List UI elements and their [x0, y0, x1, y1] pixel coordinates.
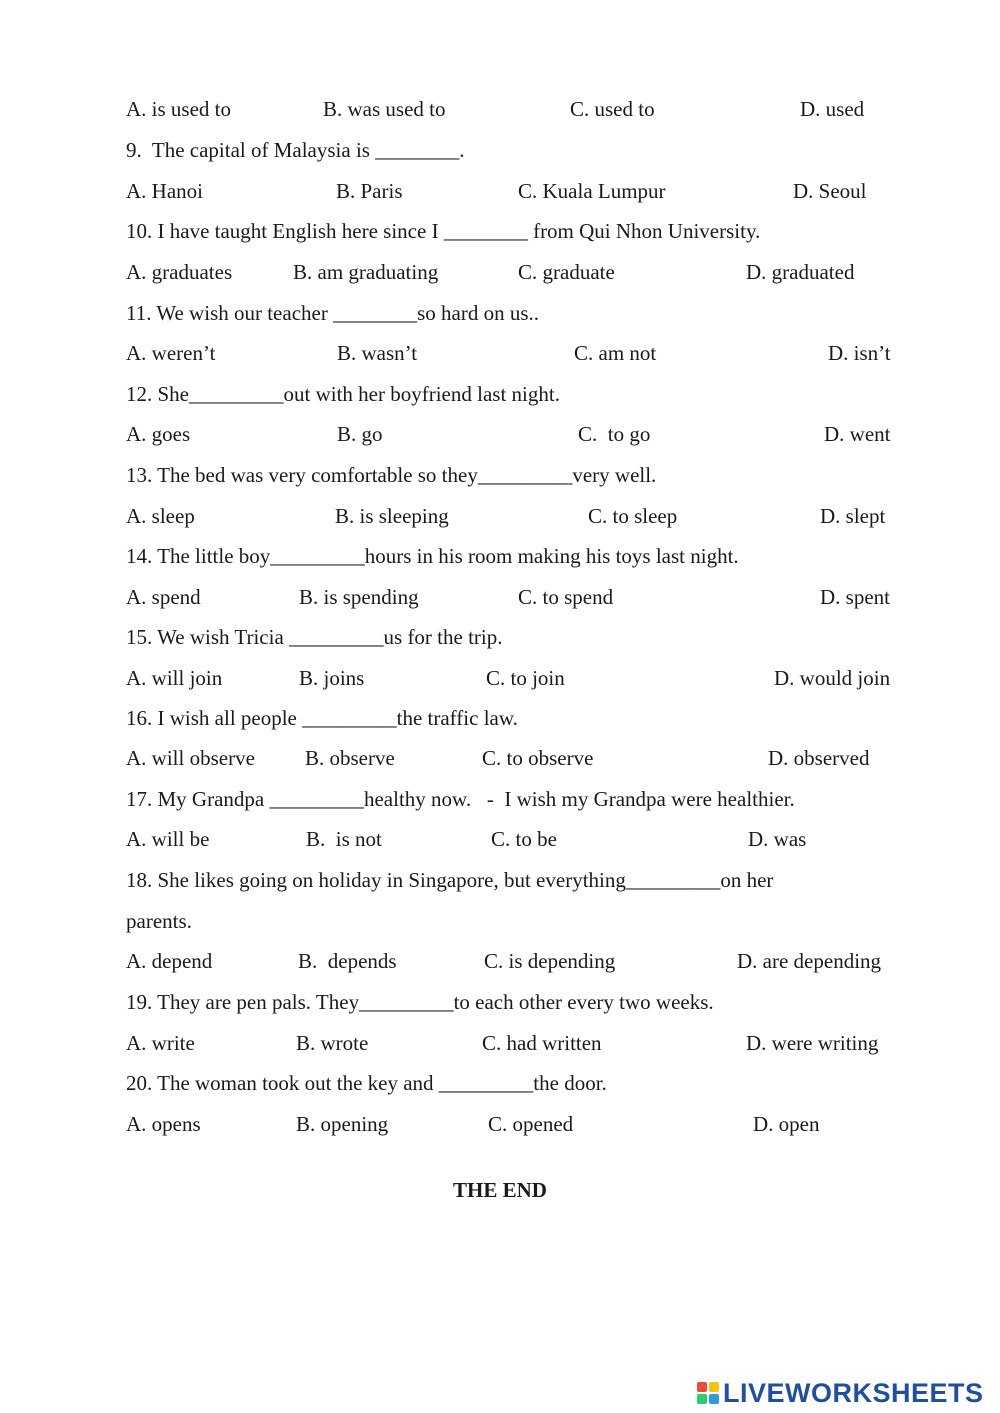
- option-a: A. sleep: [126, 504, 195, 528]
- logo-text: LIVEWORKSHEETS: [723, 1377, 984, 1408]
- option-b: B. am graduating: [293, 260, 439, 284]
- question-text: 15. We wish Tricia _________us for the trip.: [126, 625, 503, 649]
- question-text: 12. She_________out with her boyfriend last night.: [126, 382, 560, 406]
- question-text: 14. The little boy_________hours in his room making his toys last night.: [126, 544, 739, 568]
- option-c: C. to go: [578, 422, 651, 446]
- option-b: B. is sleeping: [335, 504, 449, 528]
- option-b: B. is not: [306, 827, 382, 851]
- question-text: 16. I wish all people _________the traffic law.: [126, 706, 518, 730]
- option-a: A. weren’t: [126, 341, 216, 365]
- option-b: B. joins: [299, 666, 365, 690]
- option-d: D. Seoul: [793, 179, 867, 203]
- logo-mark-square: [709, 1394, 719, 1404]
- option-c: C. am not: [574, 341, 657, 365]
- question-text: 10. I have taught English here since I ________ from Qui Nhon University.: [126, 219, 761, 243]
- logo-mark-square: [709, 1382, 719, 1392]
- option-a: A. will join: [126, 666, 223, 690]
- question-text-continued: parents.: [126, 909, 192, 933]
- option-d: D. went: [824, 422, 891, 446]
- option-a: A. is used to: [126, 97, 231, 121]
- option-d: D. was: [748, 827, 807, 851]
- option-c: C. had written: [482, 1031, 602, 1055]
- option-b: B. wasn’t: [337, 341, 418, 365]
- option-c: C. used to: [570, 97, 655, 121]
- option-d: D. open: [753, 1112, 820, 1136]
- option-a: A. opens: [126, 1112, 201, 1136]
- option-a: A. Hanoi: [126, 179, 203, 203]
- liveworksheets-logo[interactable]: [697, 1377, 984, 1409]
- logo-mark-square: [697, 1394, 707, 1404]
- option-d: D. were writing: [746, 1031, 879, 1055]
- option-d: D. are depending: [737, 949, 882, 973]
- option-b: B. observe: [305, 746, 395, 770]
- option-d: D. graduated: [746, 260, 855, 284]
- option-a: A. will observe: [126, 746, 255, 770]
- option-a: A. spend: [126, 585, 201, 609]
- option-d: D. isn’t: [828, 341, 891, 365]
- question-text: 11. We wish our teacher ________so hard on us..: [126, 301, 539, 325]
- logo-mark-icon: [697, 1382, 719, 1404]
- option-c: C. to join: [486, 666, 565, 690]
- question-text: 19. They are pen pals. They_________to each other every two weeks.: [126, 990, 714, 1014]
- option-b: B. depends: [298, 949, 397, 973]
- option-a: A. depend: [126, 949, 213, 973]
- option-b: B. was used to: [323, 97, 446, 121]
- option-d: D. would join: [774, 666, 891, 690]
- option-b: B. opening: [296, 1112, 389, 1136]
- option-a: A. graduates: [126, 260, 233, 284]
- option-c: C. is depending: [484, 949, 616, 973]
- option-c: C. to spend: [518, 585, 614, 609]
- option-c: C. to be: [491, 827, 557, 851]
- option-c: C. Kuala Lumpur: [518, 179, 666, 203]
- option-b: B. go: [337, 422, 383, 446]
- option-a: A. goes: [126, 422, 191, 446]
- the-end-heading: THE END: [453, 1178, 547, 1202]
- question-text: 17. My Grandpa _________healthy now. - I wish my Grandpa were healthier.: [126, 787, 795, 811]
- logo-mark-square: [697, 1382, 707, 1392]
- option-b: B. wrote: [296, 1031, 369, 1055]
- question-text: 13. The bed was very comfortable so they_________very well.: [126, 463, 657, 487]
- option-a: A. will be: [126, 827, 210, 851]
- option-d: D. used: [800, 97, 865, 121]
- option-c: C. graduate: [518, 260, 615, 284]
- option-d: D. spent: [820, 585, 890, 609]
- option-b: B. is spending: [299, 585, 419, 609]
- option-d: D. observed: [768, 746, 870, 770]
- question-text: 18. She likes going on holiday in Singapore, but everything_________on her: [126, 868, 774, 892]
- question-text: 9. The capital of Malaysia is ________.: [126, 138, 465, 162]
- option-a: A. write: [126, 1031, 195, 1055]
- option-d: D. slept: [820, 504, 886, 528]
- question-text: 20. The woman took out the key and _________the door.: [126, 1071, 607, 1095]
- option-c: C. opened: [488, 1112, 574, 1136]
- option-c: C. to sleep: [588, 504, 678, 528]
- option-c: C. to observe: [482, 746, 594, 770]
- option-b: B. Paris: [336, 179, 403, 203]
